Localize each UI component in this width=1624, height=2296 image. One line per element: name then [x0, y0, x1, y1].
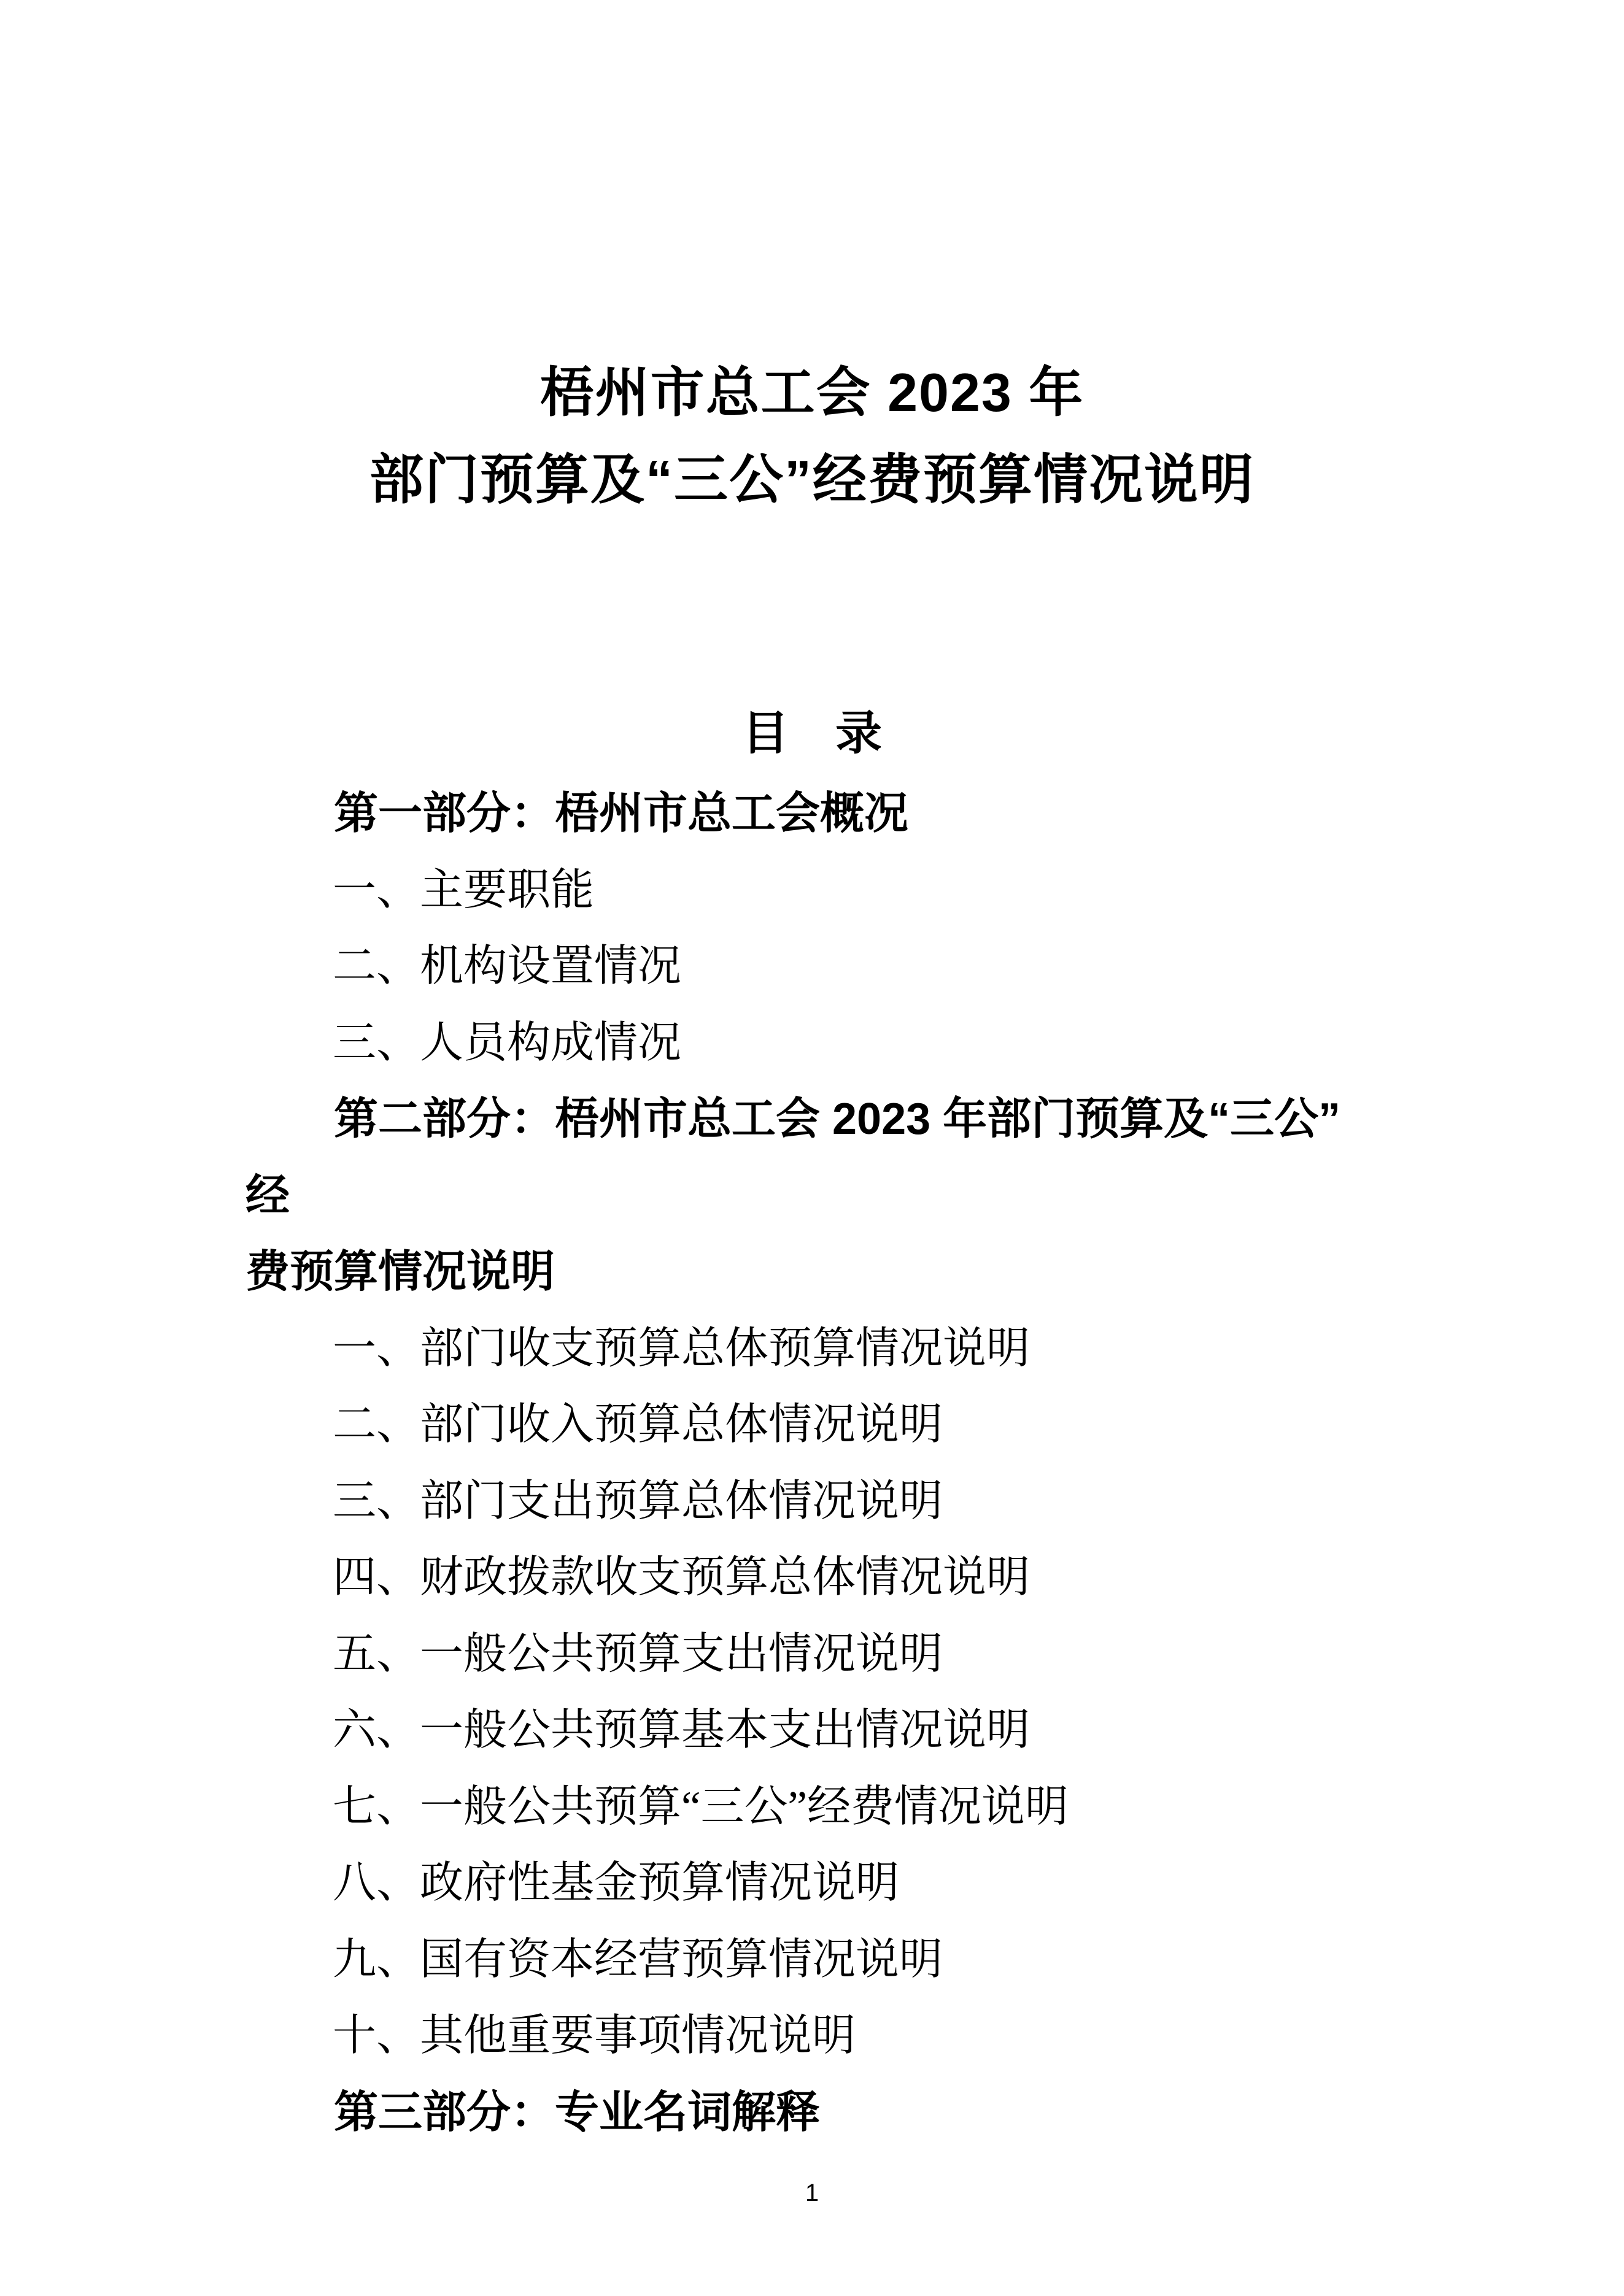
title-line-1: 梧州市总工会 2023 年 — [539, 362, 1085, 423]
toc-entry: 二、机构设置情况 — [333, 942, 682, 990]
toc-entry: 七、一般公共预算“三公”经费情况说明 — [333, 1782, 1069, 1831]
toc-entry: 六、一般公共预算基本支出情况说明 — [333, 1706, 1030, 1754]
toc-entry: 一、部门收支预算总体预算情况说明 — [333, 1324, 1030, 1373]
toc-entry: 四、财政拨款收支预算总体情况说明 — [333, 1554, 1030, 1601]
toc-entry: 八、政府性基金预算情况说明 — [333, 1859, 900, 1907]
toc-part2-heading-line2: 费预算情况说明 — [246, 1247, 555, 1296]
toc-entry: 十、其他重要事项情况说明 — [333, 2012, 856, 2060]
toc-entry: 三、人员构成情况 — [333, 1019, 682, 1067]
document-title — [246, 349, 1378, 523]
toc-part1-heading: 第一部分：梧州市总工会概况 — [334, 789, 909, 838]
title-line-2: 部门预算及“三公”经费预算情况说明 — [369, 449, 1255, 510]
toc-entry: 三、部门支出预算总体情况说明 — [333, 1477, 943, 1525]
toc-entry: 二、部门收入预算总体情况说明 — [333, 1401, 943, 1449]
page-number: 1 — [805, 2179, 819, 2206]
toc-entry: 一、主要职能 — [333, 866, 595, 914]
table-of-contents — [246, 776, 1378, 2151]
toc-entry: 九、国有资本经营预算情况说明 — [333, 1935, 943, 1984]
toc-entry: 五、一般公共预算支出情况说明 — [333, 1630, 943, 1678]
toc-heading: 目 录 — [742, 707, 882, 760]
toc-part3-heading: 第三部分：专业名词解释 — [334, 2087, 821, 2137]
toc-part2-heading-line1: 第二部分：梧州市总工会 2023 年部门预算及“三公”经 — [246, 1095, 1341, 1220]
